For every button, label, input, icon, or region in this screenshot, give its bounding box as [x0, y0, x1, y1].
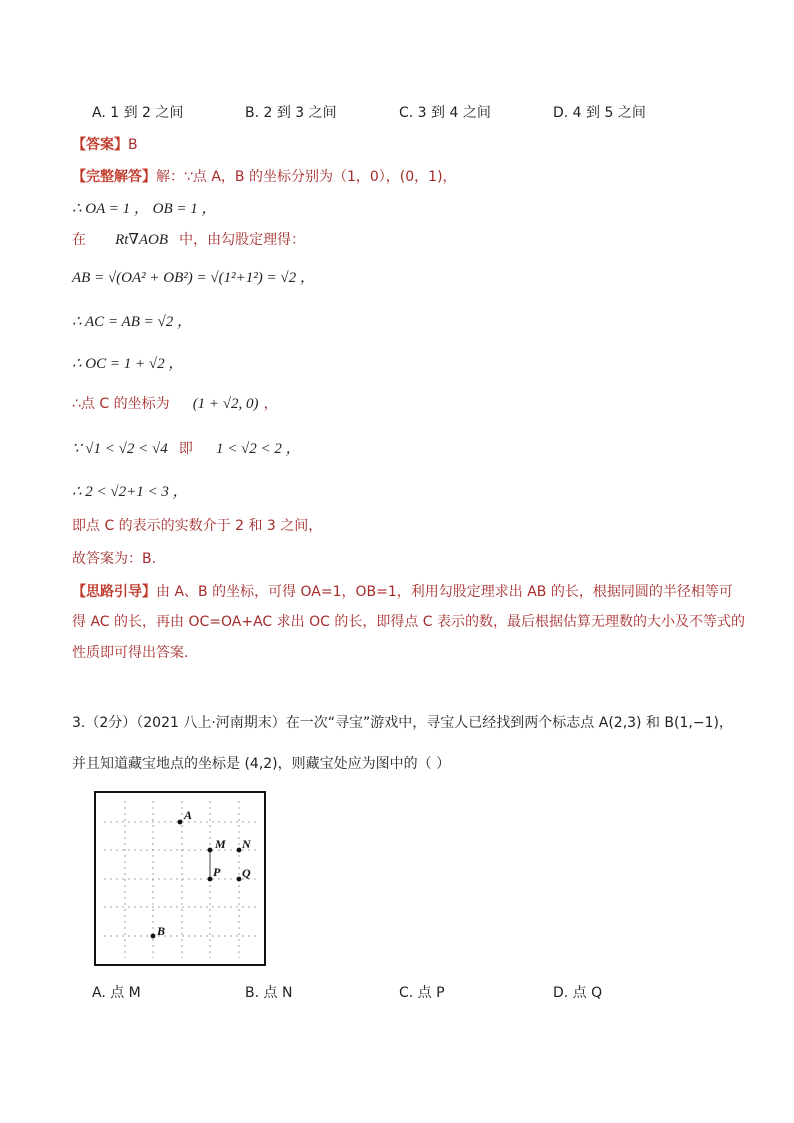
point-b [151, 934, 156, 939]
label-p: P [213, 865, 221, 879]
hint-line-3: 性质即可得出答案. [72, 645, 189, 661]
solution-line-2: ∴ OA = 1 ， OB = 1 ， [72, 201, 217, 217]
solution-line-5: ∴ AC = AB = √2 ， [72, 314, 192, 330]
answer-tag: 【答案】 [72, 137, 128, 153]
point-n [237, 848, 242, 853]
point-p [208, 877, 213, 882]
point-q [237, 877, 242, 882]
q2-option-c: C. 3 到 4 之间 [399, 105, 491, 121]
point-a [178, 820, 183, 825]
solution-line-4: AB = √(OA² + OB²) = √(1²+1²) = √2 ， [72, 270, 315, 286]
solution-tag: 【完整解答】 [72, 169, 156, 185]
label-b: B [157, 924, 166, 938]
answer-row [72, 134, 138, 154]
treasure-grid-figure [94, 791, 266, 966]
solution-line-7: ∴点 C 的坐标为 (1 + √2, 0) ， [72, 396, 278, 412]
label-a: A [184, 808, 193, 822]
point-m [208, 848, 213, 853]
q3-option-a: A. 点 M [92, 985, 141, 1001]
solution-line-10: 即点 C 的表示的实数介于 2 和 3 之间， [72, 518, 323, 534]
hint-line-2: 得 AC 的长，再由 OC=OA+AC 求出 OC 的长，即得点 C 表示的数，最后根据估算无理数的大小及不等式的 [72, 614, 745, 630]
q3-option-c: C. 点 P [399, 985, 445, 1001]
solution-line-8: ∵ √1 < √2 < √4 即 1 < √2 < 2 ， [72, 441, 301, 457]
q3-line-2: 并且知道藏宝地点的坐标是 (4,2)，则藏宝处应为图中的（ ） [72, 756, 451, 772]
solution-line-9: ∴ 2 < √2+1 < 3 ， [72, 484, 188, 500]
solution-line-3: 在 Rt∇AOB 中，由勾股定理得： [72, 232, 306, 248]
label-q: Q [242, 866, 251, 880]
solution-line-1: 【完整解答】解：∵点 A，B 的坐标分别为（1，0），(0，1)， [72, 169, 457, 185]
q2-option-a: A. 1 到 2 之间 [92, 105, 184, 121]
hint-line-1: 【思路引导】由 A、B 的坐标，可得 OA=1，OB=1，利用勾股定理求出 AB 的长，根据同圆的半径相等可 [72, 584, 733, 600]
label-m: M [215, 837, 226, 851]
q3-option-d: D. 点 Q [553, 985, 603, 1001]
solution-line-6: ∴ OC = 1 + √2 ， [72, 356, 184, 372]
answer-value: B [128, 137, 138, 153]
q3-option-b: B. 点 N [245, 985, 293, 1001]
hint-tag: 【思路引导】 [72, 584, 156, 600]
q2-option-b: B. 2 到 3 之间 [245, 105, 337, 121]
grid-svg [96, 793, 264, 964]
q2-option-d: D. 4 到 5 之间 [553, 105, 646, 121]
label-n: N [242, 837, 251, 851]
solution-line-11: 故答案为：B. [72, 551, 157, 567]
q3-line-1: 3.（2分）（2021 八上·河南期末）在一次“寻宝”游戏中，寻宝人已经找到两个标志点 A(2,3) 和 B(1,−1)， [72, 715, 733, 731]
